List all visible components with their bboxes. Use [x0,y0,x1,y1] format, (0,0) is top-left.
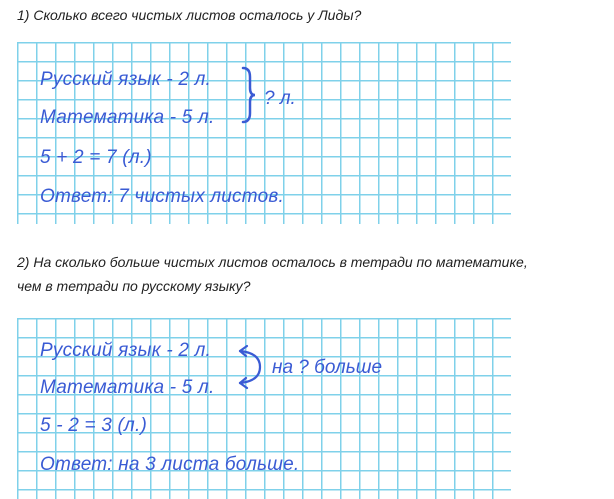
line-russian-1: Русский язык - 2 л. [40,69,212,90]
annotation-question-total: ? л. [264,88,296,109]
question-2-line-1: 2) На сколько больше чистых листов осталось в тетради по математике, [17,254,528,270]
annotation-difference: на ? больше [272,357,383,378]
curly-brace-icon [240,65,256,125]
line-russian-2: Русский язык - 2 л. [40,340,212,361]
line-math-1: Математика - 5 л. [40,107,215,128]
curved-double-arrow-icon [236,343,266,393]
answer-1: Ответ: 7 чистых листов. [40,186,284,207]
question-1: 1) Сколько всего чистых листов осталось у Лиды? [17,7,362,23]
equation-1: 5 + 2 = 7 (л.) [40,147,152,168]
equation-2: 5 - 2 = 3 (л.) [40,415,147,436]
question-2-line-2: чем в тетради по русскому языку? [17,278,251,294]
answer-2: Ответ: на 3 листа больше. [40,454,300,475]
line-math-2: Математика - 5 л. [40,377,215,398]
